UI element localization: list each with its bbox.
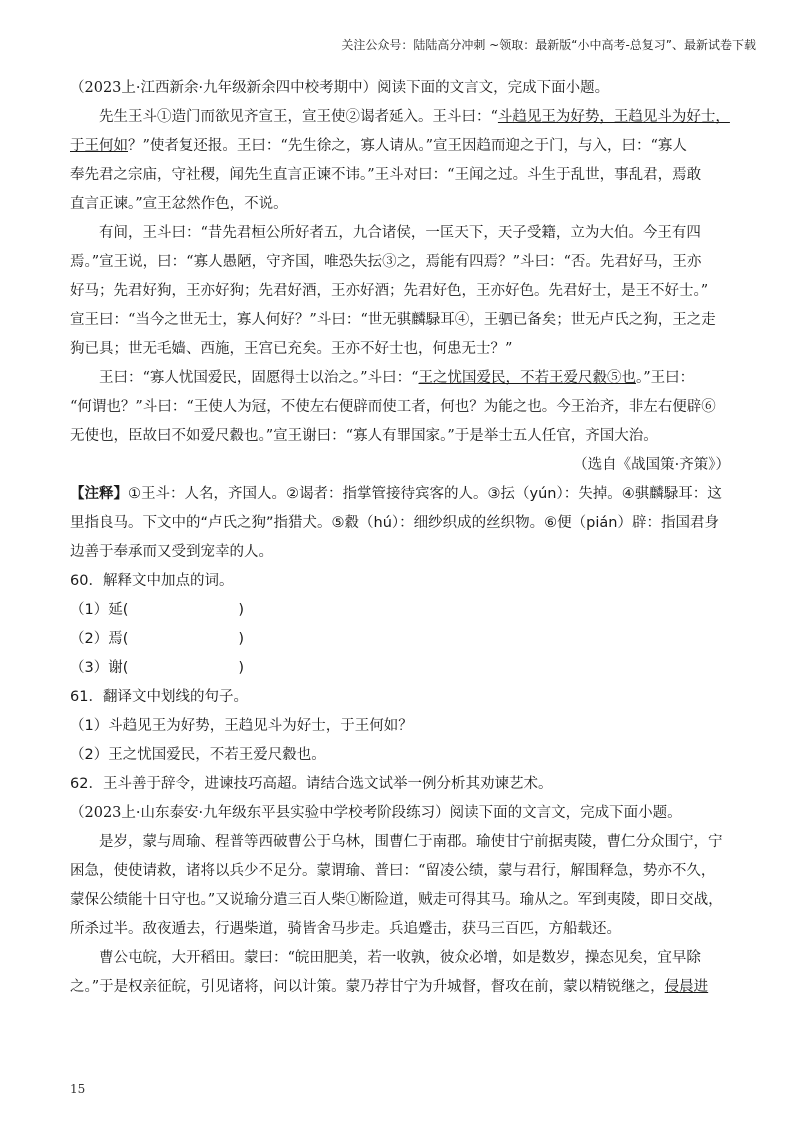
passage-2-line: 蒙保公绩能十日守也。”又说瑜分遣三百人柴①断险道，贼走可得其马。瑜从之。军到夷陵，即日交战， bbox=[70, 892, 723, 908]
question-62: 62．王斗善于辞令，进谏技巧高超。请结合选文试举一例分析其劝谏艺术。 bbox=[70, 776, 553, 792]
passage-1-line: 狗已具；世无毛嫱、西施，王宫已充矣。王亦不好士也，何患无士？” bbox=[70, 341, 513, 357]
underlined-sentence-1-end: 于王何如 bbox=[70, 138, 128, 154]
passage-2-line: 是岁，蒙与周瑜、程普等西破曹公于乌林，围曹仁于南郡。瑜使甘宁前据夷陵，曹仁分众围宁，宁 bbox=[99, 834, 723, 850]
underlined-sentence-1: 斗趋见王为好势，王趋见斗为好士， bbox=[497, 109, 730, 125]
passage-1-line: 直言正谏。”宣王忿然作色，不说。 bbox=[70, 196, 288, 212]
page-number: 15 bbox=[70, 1082, 86, 1096]
passage-1-line: 于王何如？”使者复还报。王曰：“先生徐之，寡人请从。”宣王因趋而迎之于门，与入，曰：“寡人 bbox=[70, 138, 687, 154]
passage-2-line: 困急，使使请救，诸将以兵少不足分。蒙谓瑜、普曰：“留凌公绩，蒙与君行，解围释急，势亦不久， bbox=[70, 863, 716, 879]
passage-2-source: （2023上·山东泰安·九年级东平县实验中学校考阶段练习）阅读下面的文言文，完成下面小题。 bbox=[70, 805, 682, 821]
question-60-item-1: （1）延( ) bbox=[70, 602, 245, 618]
passage-1-line: 好马；先君好狗，王亦好狗；先君好酒，王亦好酒；先君好色，王亦好色。先君好士，是王不好士。” bbox=[70, 283, 709, 299]
notes-line: 【注释】①王斗：人名，齐国人。②谒者：指掌管接待宾客的人。③抎（yún）：失掉。④骐麟騄耳：这 bbox=[70, 486, 722, 502]
underlined-phrase: 侵晨进 bbox=[664, 979, 709, 995]
passage-1-line: 王曰：“寡人忧国爱民，固愿得士以治之。”斗曰：“王之忧国爱民，不若王爱尺縠⑤也。”王曰： bbox=[99, 370, 695, 386]
document-body bbox=[70, 74, 730, 1002]
question-61: 61．翻译文中划线的句子。 bbox=[70, 689, 248, 705]
underlined-sentence-2: 王之忧国爱民，不若王爱尺縠⑤也 bbox=[418, 370, 636, 386]
passage-1-line: 先生王斗①造门而欲见齐宣王，宣王使②谒者延入。王斗曰：“斗趋见王为好势，王趋见斗为好士， bbox=[99, 109, 730, 125]
passage-1-line: 无使也，臣故曰不如爱尺縠也。”宣王谢曰：“寡人有罪国家。”于是举士五人任官，齐国大治。 bbox=[70, 428, 658, 444]
passage-1-line: 有间，王斗曰：“昔先君桓公所好者五，九合诸侯，一匡天下，天子受籍，立为大伯。今王有四 bbox=[99, 225, 701, 241]
passage-1-line: “何谓也？”斗曰：“王使人为冠，不使左右便辟而使工者，何也？为能之也。今王治齐，非左右便辟⑥ bbox=[70, 399, 716, 415]
question-60: 60．解释文中加点的词。 bbox=[70, 573, 234, 589]
question-61-item-2: （2）王之忧国爱民，不若王爱尺縠也。 bbox=[70, 747, 326, 763]
passage-1-citation: （选自《战国策·齐策》） bbox=[573, 457, 730, 473]
notes-line: 里指良马。下文中的“卢氏之狗”指猎犬。⑤縠（hú）：细纱织成的丝织物。⑥便（pián）辟：指国君身 bbox=[70, 515, 719, 531]
notes-line: 边善于奉承而又受到宠幸的人。 bbox=[70, 544, 273, 560]
question-60-item-3: （3）谢( ) bbox=[70, 660, 245, 676]
passage-2-line: 之。”于是权亲征皖，引见诸将，问以计策。蒙乃荐甘宁为升城督，督攻在前，蒙以精锐继之，侵晨进 bbox=[70, 979, 709, 995]
passage-2-line: 所杀过半。敌夜遁去，行遇柴道，骑皆舍马步走。兵追蹙击，获马三百匹，方船载还。 bbox=[70, 921, 621, 937]
passage-1-source: （2023上·江西新余·九年级新余四中校考期中）阅读下面的文言文，完成下面小题。 bbox=[70, 80, 610, 96]
passage-1-line: 焉。”宣王说，曰：“寡人愚陋，守齐国，唯恐失抎③之，焉能有四焉？”斗曰：“否。先君好马，王亦 bbox=[70, 254, 702, 270]
question-60-item-2: （2）焉( ) bbox=[70, 631, 245, 647]
page-header: 关注公众号：陆陆高分冲刺 ~领取：最新版“小中高考-总复习”、最新试卷下载 bbox=[341, 38, 756, 52]
notes-label: 【注释】 bbox=[70, 486, 128, 502]
question-61-item-1: （1）斗趋见王为好势，王趋见斗为好士，于王何如？ bbox=[70, 718, 413, 734]
passage-2-line: 曹公屯皖，大开稻田。蒙曰：“皖田肥美，若一收孰，彼众必增，如是数岁，操态见矣，宜早除 bbox=[99, 950, 701, 966]
passage-1-line: 宣王曰：“当今之世无士，寡人何好？”斗曰：“世无骐麟騄耳④，王驷已备矣；世无卢氏之狗，王之走 bbox=[70, 312, 716, 328]
passage-1-line: 奉先君之宗庙，守社稷，闻先生直言正谏不讳。”王斗对曰：“王闻之过。斗生于乱世，事乱君，焉敢 bbox=[70, 167, 702, 183]
